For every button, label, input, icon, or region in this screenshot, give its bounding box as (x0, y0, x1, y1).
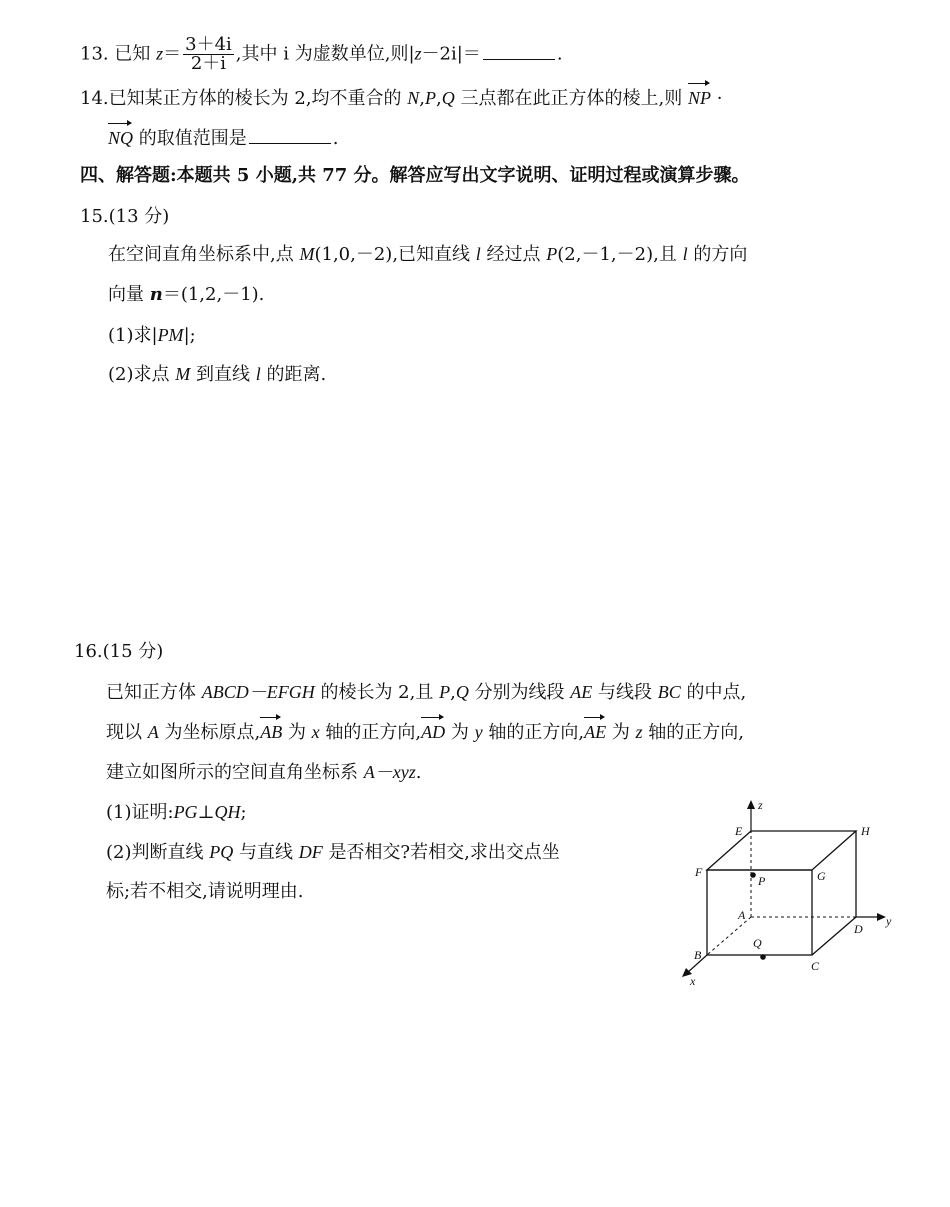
label-b: B (694, 948, 702, 962)
vector-ab: AB (260, 722, 283, 742)
question-14-cont: NQ 的取值范围是 . (108, 128, 339, 149)
fraction: $\frac{3+4i}{2+i}$ (185, 34, 232, 74)
question-15-line2: 向量 n＝(1,2,－1). (108, 284, 265, 305)
label-h: H (861, 824, 870, 838)
question-15-header (80, 205, 169, 229)
z-axis-arrow (747, 800, 755, 809)
vector-ae: AE (584, 722, 607, 742)
label-e: E (735, 824, 743, 838)
question-16-line3: 建立如图所示的空间直角坐标系 A－xyz. (106, 762, 422, 783)
point-p (750, 872, 756, 878)
vector-ad: AD (421, 722, 446, 742)
question-number: 15. (80, 206, 109, 227)
vector-np: NP (687, 88, 711, 108)
label-y: y (886, 914, 892, 928)
question-16-header (74, 640, 163, 664)
question-number: 13. (80, 43, 109, 65)
question-15-part1: (1)求|PM|; (108, 325, 196, 346)
question-15-part2: (2)求点 M 到直线 l 的距离. (108, 364, 327, 385)
question-score: (15 分) (102, 641, 164, 662)
question-13: 13. 已知 z＝ $\frac{3+4i}{2+i}$ ,其中 i 为虚数单位,则|z－2i|＝ . (80, 34, 563, 74)
question-14: 14.已知某正方体的棱长为 2,均不重合的 N,P,Q 三点都在此正方体的棱上,则 NP · (80, 88, 723, 109)
question-16-part2: (2)判断直线 PQ 与直线 DF 是否相交?若相交,求出交点坐 (106, 842, 560, 863)
label-q: Q (753, 936, 762, 950)
question-number: 14. (80, 88, 109, 109)
label-a: A (738, 908, 746, 922)
question-score: (13 分) (108, 206, 170, 227)
y-axis-arrow (877, 913, 886, 921)
question-16-line1: 已知正方体 ABCD－EFGH 的棱长为 2,且 P,Q 分别为线段 AE 与线段 BC 的中点, (106, 682, 747, 703)
answer-blank (249, 127, 331, 144)
question-16-part1: (1)证明:PG⊥QH; (106, 802, 247, 823)
label-z: z (758, 798, 763, 812)
top-face (707, 831, 856, 870)
question-15-line1: 在空间直角坐标系中,点 M(1,0,－2),已知直线 l 经过点 P(2,－1,－2),且 l 的方向 (108, 244, 748, 265)
section-heading: 四、解答题:本题共 5 小题,共 77 分。解答应写出文字说明、证明过程或演算步骤。 (80, 165, 750, 186)
edge-cd (812, 917, 856, 955)
question-16-part2-cont: 标;若不相交,请说明理由. (106, 881, 304, 902)
cube-figure (672, 795, 902, 995)
vector-nq: NQ (108, 128, 134, 148)
point-q (760, 954, 766, 960)
edge-ab (707, 917, 751, 955)
label-d: D (854, 922, 863, 936)
question-16-line2: 现以 A 为坐标原点,AB 为 x 轴的正方向,AD 为 y 轴的正方向,AE 为 z 轴的正方向, (106, 722, 745, 743)
label-p: P (758, 874, 766, 888)
label-x: x (690, 974, 696, 988)
answer-blank (483, 43, 555, 60)
label-g: G (817, 869, 826, 883)
label-f: F (695, 865, 703, 879)
label-c: C (811, 959, 820, 973)
question-number: 16. (74, 641, 103, 662)
